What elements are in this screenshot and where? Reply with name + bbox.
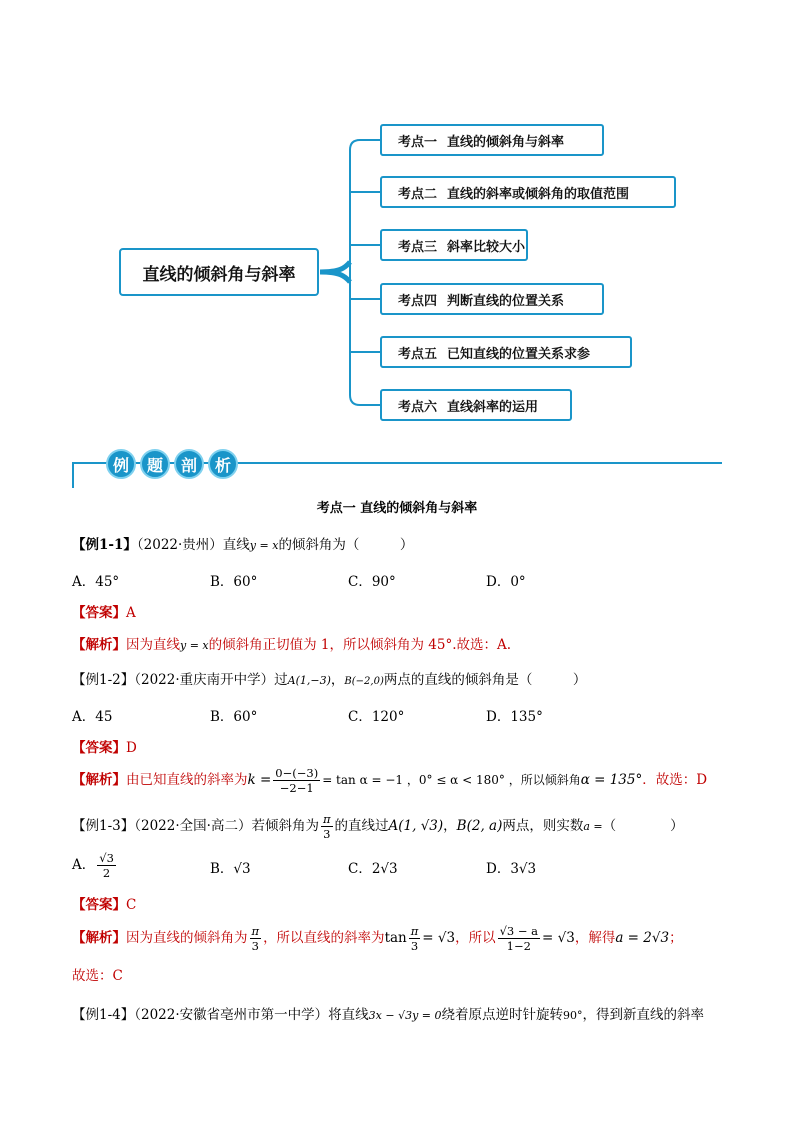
answer-tag: 【答案】 [72,897,126,913]
analysis-text: ，所以直线的斜率为 [263,930,385,946]
mindmap-branch-2 [380,176,676,208]
analysis-text: 由已知直线的斜率为 [126,772,248,788]
fraction-denominator: 1−2 [506,939,531,953]
option-label: A． [72,857,96,873]
question-text: 两点的直线的倾斜角是（ ） [383,672,587,688]
example-1-2-analysis [72,766,707,795]
branch-title: 已知直线的位置关系求参 [447,346,591,362]
option-a: A．45° [72,574,120,590]
tan-argument [409,924,421,953]
question-text: 过 [274,672,288,688]
example-1-3-question [72,812,684,841]
example-1-3-conclusion: 故选：C [72,968,123,984]
question-text: 若倾斜角为 [251,818,319,834]
branch-label: 考点四 [398,293,438,309]
option-b: B．60° [210,574,258,590]
section-badge: 析 [208,449,238,479]
section-divider-tick [72,462,74,488]
answer-value: C [126,897,137,913]
branch-label: 考点二 [398,186,438,202]
question-text: 绕着原点逆时针旋转 [441,1007,563,1023]
analysis-text: 因为直线的倾斜角为 [126,930,248,946]
branch-label: 考点三 [398,239,438,255]
example-tag: 【例1-4】 [72,1007,135,1023]
question-text: ，得到新直线的斜率 [582,1007,704,1023]
option-c: C．2√3 [348,861,398,877]
option-b: B．√3 [210,861,251,877]
example-1-1-analysis [72,633,511,653]
example-source: （2022·全国·高二） [134,818,252,834]
slope-fraction [498,924,540,953]
question-text: 的倾斜角为（ ） [278,537,414,553]
example-source: （2022·贵州） [136,537,223,553]
fraction-numerator: √3 − a [499,924,539,938]
fraction-denominator: 3 [251,939,259,953]
option-fraction [97,851,116,880]
solution: a = 2√3 [615,930,670,946]
analysis-text: = tan α = −1 ，0° ≤ α < 180° ，所以倾斜角 [322,773,581,787]
mindmap-branch-3 [380,229,528,261]
option-a [72,851,118,880]
fraction-denominator: 3 [410,939,419,953]
question-text: 直线 [222,537,250,553]
example-1-2-answer [72,736,137,756]
mindmap-branch-4 [380,283,604,315]
branch-label: 考点五 [398,346,438,362]
fraction-numerator: π [410,924,419,938]
analysis-text: ； [669,930,683,946]
angle-fraction [250,924,262,953]
branch-title: 直线的倾斜角与斜率 [447,134,565,150]
variable: a = [583,820,603,833]
point-a: A(1, √3) [388,818,444,834]
mindmap-root: 直线的倾斜角与斜率 [119,248,319,296]
analysis-text: 的倾斜角正切值为 1，所以倾斜角为 45°.故选：A. [208,637,512,653]
tan-function: tan [384,930,407,946]
equation: = √3 [542,930,575,946]
mindmap-branch-6 [380,389,572,421]
fraction-denominator: 3 [323,827,331,841]
fraction-numerator: 0−(−3) [275,766,319,780]
analysis-text: ，解得 [574,930,616,946]
question-text: （ ） [602,818,684,834]
section-badges [106,449,238,479]
example-1-4-question [72,1003,704,1023]
analysis-tag: 【解析】 [72,772,126,788]
branch-title: 斜率比较大小 [447,239,526,255]
mindmap-branch-5 [380,336,632,368]
example-tag: 【例1-2】 [72,672,135,688]
answer-value: A [126,605,136,621]
slope-symbol: k = [247,772,272,788]
mindmap-branch-1 [380,124,604,156]
analysis-text: ，所以 [455,930,496,946]
section-badge: 例 [106,449,136,479]
answer-value: D [126,740,137,756]
option-a: A．45 [72,709,113,725]
example-source: （2022·重庆南开中学） [134,672,275,688]
option-d: D．135° [486,709,543,725]
branch-label: 考点一 [398,134,438,150]
branch-title: 直线的斜率或倾斜角的取值范围 [447,186,630,202]
fraction-denominator: 2 [102,866,111,880]
answer-tag: 【答案】 [72,605,126,621]
section-title: 考点一 直线的倾斜角与斜率 [316,501,478,516]
example-1-3-answer [72,893,136,913]
option-d: D．0° [486,574,526,590]
analysis-text: ．故选：D [642,772,708,788]
example-tag: 【例1-1】 [72,537,137,553]
question-text: 将直线 [328,1007,369,1023]
analysis-tag: 【解析】 [72,930,126,946]
branch-title: 判断直线的位置关系 [447,293,565,309]
point-b: B(2, a) [456,818,503,834]
slope-fraction [273,766,320,795]
angle-result: α = 135° [580,772,643,788]
angle: 90° [563,1009,583,1022]
equation: y = x [180,639,209,652]
example-1-2-question [72,668,586,688]
option-d: D．3√3 [486,861,537,877]
analysis-text: 因为直线 [126,637,180,653]
example-1-1-question [72,533,413,553]
branch-title: 直线斜率的运用 [447,399,539,415]
option-c: C．90° [348,574,396,590]
section-badge: 题 [140,449,170,479]
section-badge: 剖 [174,449,204,479]
example-1-3-analysis [72,924,683,953]
point-a: A(1,−3) [287,674,331,687]
example-1-1-answer [72,601,136,621]
option-c: C．120° [348,709,405,725]
example-source: （2022·安徽省亳州市第一中学） [134,1007,329,1023]
point-b: B(−2,0) [344,676,384,687]
question-text: 两点，则实数 [502,818,584,834]
fraction-denominator: −2−1 [279,781,314,795]
fraction-numerator: π [322,812,331,826]
fraction-numerator: √3 [99,851,114,865]
separator: ， [330,672,345,688]
equation: y = x [249,539,279,552]
separator: ， [443,818,457,834]
equation: 3x − √3y = 0 [368,1009,442,1022]
fraction-numerator: π [251,924,260,938]
equation: = √3 [422,930,456,946]
example-tag: 【例1-3】 [72,818,135,834]
angle-fraction [321,812,333,841]
analysis-tag: 【解析】 [72,637,126,653]
branch-label: 考点六 [398,399,438,415]
question-text: 的直线过 [334,818,389,834]
option-b: B．60° [210,709,258,725]
answer-tag: 【答案】 [72,740,126,756]
